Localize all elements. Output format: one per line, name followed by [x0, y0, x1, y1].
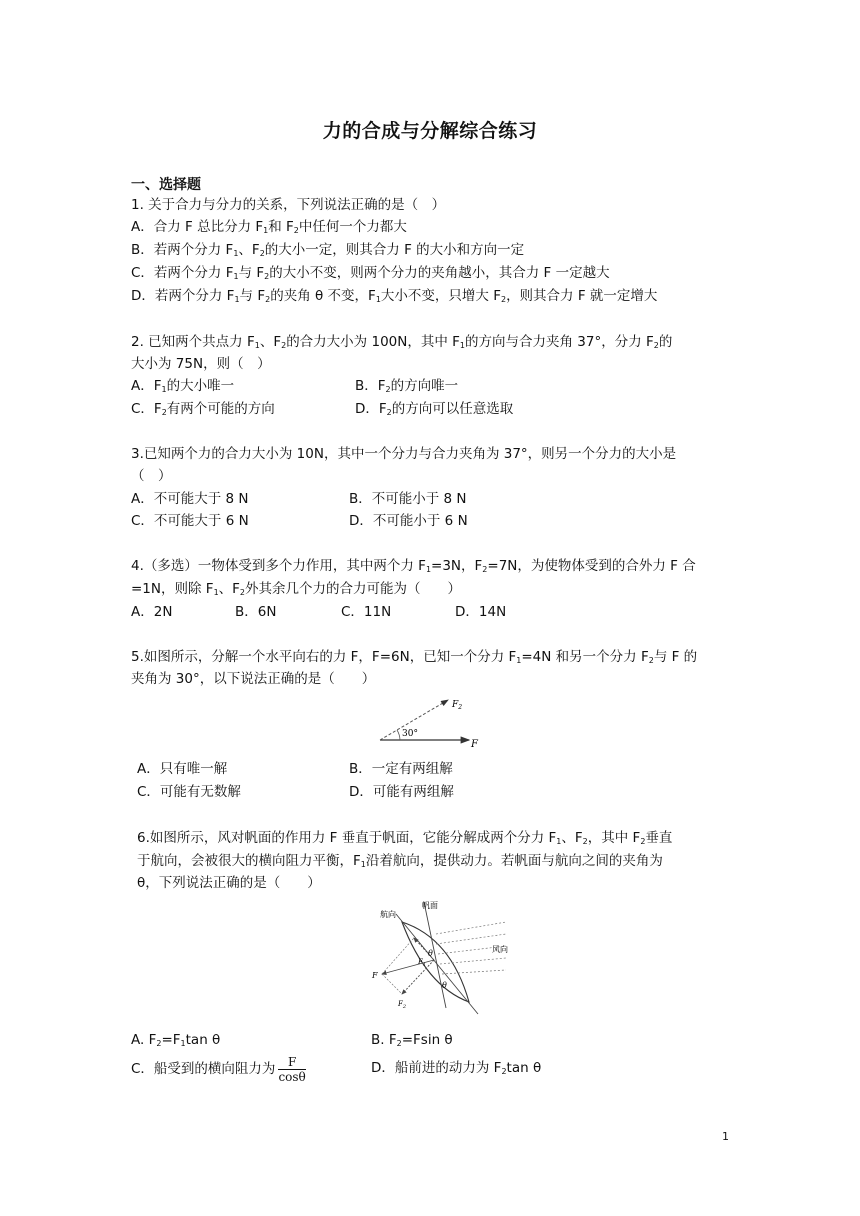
q1-option-a: A．合力 F 总比分力 $F_1$和 $F_2$中任何一个力都大 [131, 219, 407, 235]
q5-stem-line1: 5.如图所示，分解一个水平向右的力 F，F=6N，已知一个分力 $F_1=4N$ 和另一个分力 $F_2$与 F 的 [131, 649, 698, 665]
angle-label: 30° [402, 729, 418, 739]
q2-option-b: B．$F_2$的方向唯一 [355, 378, 459, 394]
wind-line [442, 970, 506, 974]
label-theta: θ [428, 949, 433, 958]
wind-line [436, 922, 506, 934]
q1-stem: 1. 关于合力与分力的关系，下列说法正确的是（ ） [131, 197, 446, 213]
q4-option-a: A．2N [131, 604, 173, 620]
parallelogram-edge [382, 938, 414, 974]
q3-option-c: C．不可能大于 6 N [131, 513, 249, 529]
force-f-arrow [382, 960, 434, 974]
q5-option-a: A．只有唯一解 [137, 761, 228, 777]
q6-stem-line3: θ，下列说法正确的是（ ） [137, 875, 321, 891]
label-f1: $F_1$ [418, 958, 427, 968]
force-diagram-q5 [372, 692, 484, 752]
q4-option-d: D．14N [455, 604, 507, 620]
label-sail: 帆面 [422, 901, 438, 910]
page-number: 1 [722, 1130, 729, 1143]
q5-stem-line2: 夹角为 30°，以下说法正确的是（ ） [131, 671, 376, 687]
label-wind: 风向 [492, 945, 508, 954]
q3-stem-line2: （ ） [131, 468, 172, 484]
q1-option-c: C．若两个分力 $F_1$与 $F_2$的大小不变，则两个分力的夹角越小，其合力 F 一定越大 [131, 265, 610, 281]
q6-option-a: A. $F_2=F_1\tan$ θ [131, 1032, 221, 1048]
q6-stem-line1: 6.如图所示，风对帆面的作用力 F 垂直于帆面，它能分解成两个分力 $F_1$、$F_2$，其中 $F_2$垂直 [137, 830, 673, 846]
q3-stem-line1: 3.已知两个力的合力大小为 10N，其中一个分力与合力夹角为 37°，则另一个分力的大小是 [131, 446, 677, 462]
q2-option-d: D．$F_2$的方向可以任意选取 [355, 401, 514, 417]
q3-option-a: A．不可能大于 8 N [131, 491, 249, 507]
q5-option-d: D．可能有两组解 [349, 784, 454, 800]
q4-stem-line2: =1N，则除 $F_1$、$F_2$外其余几个力的合力可能为（ ） [131, 581, 462, 597]
force-f-label: F [471, 739, 478, 750]
q3-option-b: B．不可能小于 8 N [349, 491, 467, 507]
q6-option-d: D．船前进的动力为 $F_2\tan$ θ [371, 1060, 542, 1076]
label-heading: 航向 [380, 910, 396, 919]
label-f: F [372, 971, 378, 980]
sail-diagram-q6 [366, 898, 526, 1018]
q6-option-c: C．船受到的横向阻力为 $\frac{F}{\cos\theta}$ [131, 1054, 306, 1084]
label-f2: $F_2$ [398, 1000, 407, 1010]
q5-option-b: B．一定有两组解 [349, 761, 453, 777]
label-theta-lower: θ [442, 981, 447, 990]
q2-stem-line1: 2. 已知两个共点力 $F_1$、$F_2$的合力大小为 100N，其中 $F_1$的方向与合力夹角 37°，分力 $F_2$的 [131, 334, 673, 350]
angle-arc [397, 730, 400, 740]
q4-stem-line1: 4.（多选）一物体受到多个力作用，其中两个力 $F_1=3N$，$F_2=7N$，为使物体受到的合外力 F 合 [131, 558, 696, 574]
q5-option-c: C．可能有无数解 [137, 784, 241, 800]
force-f2-label: $F_2$ [452, 700, 463, 711]
q1-option-b: B．若两个分力 $F_1$、$F_2$的大小一定，则其合力 F 的大小和方向一定 [131, 242, 525, 258]
page-title: 力的合成与分解综合练习 [322, 120, 538, 142]
fraction-f-over-cos-theta: $\frac{F}{\cos\theta}$ [278, 1054, 306, 1084]
q1-option-d: D．若两个分力 $F_1$与 $F_2$的夹角 θ 不变，$F_1$大小不变，只增大 $F_2$，则其合力 F 就一定增大 [131, 288, 658, 304]
q6-option-b: B. $F_2=Fsin$ θ [371, 1032, 453, 1048]
q4-option-c: C．11N [341, 604, 392, 620]
wind-line [436, 934, 506, 944]
parallelogram-edge [382, 974, 402, 994]
q2-stem-line2: 大小为 75N，则（ ） [131, 356, 271, 372]
q3-option-d: D．不可能小于 6 N [349, 513, 468, 529]
section-heading: 一、选择题 [131, 177, 201, 193]
q2-option-c: C．$F_2$有两个可能的方向 [131, 401, 275, 417]
q6-stem-line2: 于航向，会被很大的横向阻力平衡，$F_1$沿着航向，提供动力。若帆面与航向之间的夹角为 [137, 853, 663, 869]
q4-option-b: B．6N [235, 604, 277, 620]
q2-option-a: A．$F_1$的大小唯一 [131, 378, 235, 394]
